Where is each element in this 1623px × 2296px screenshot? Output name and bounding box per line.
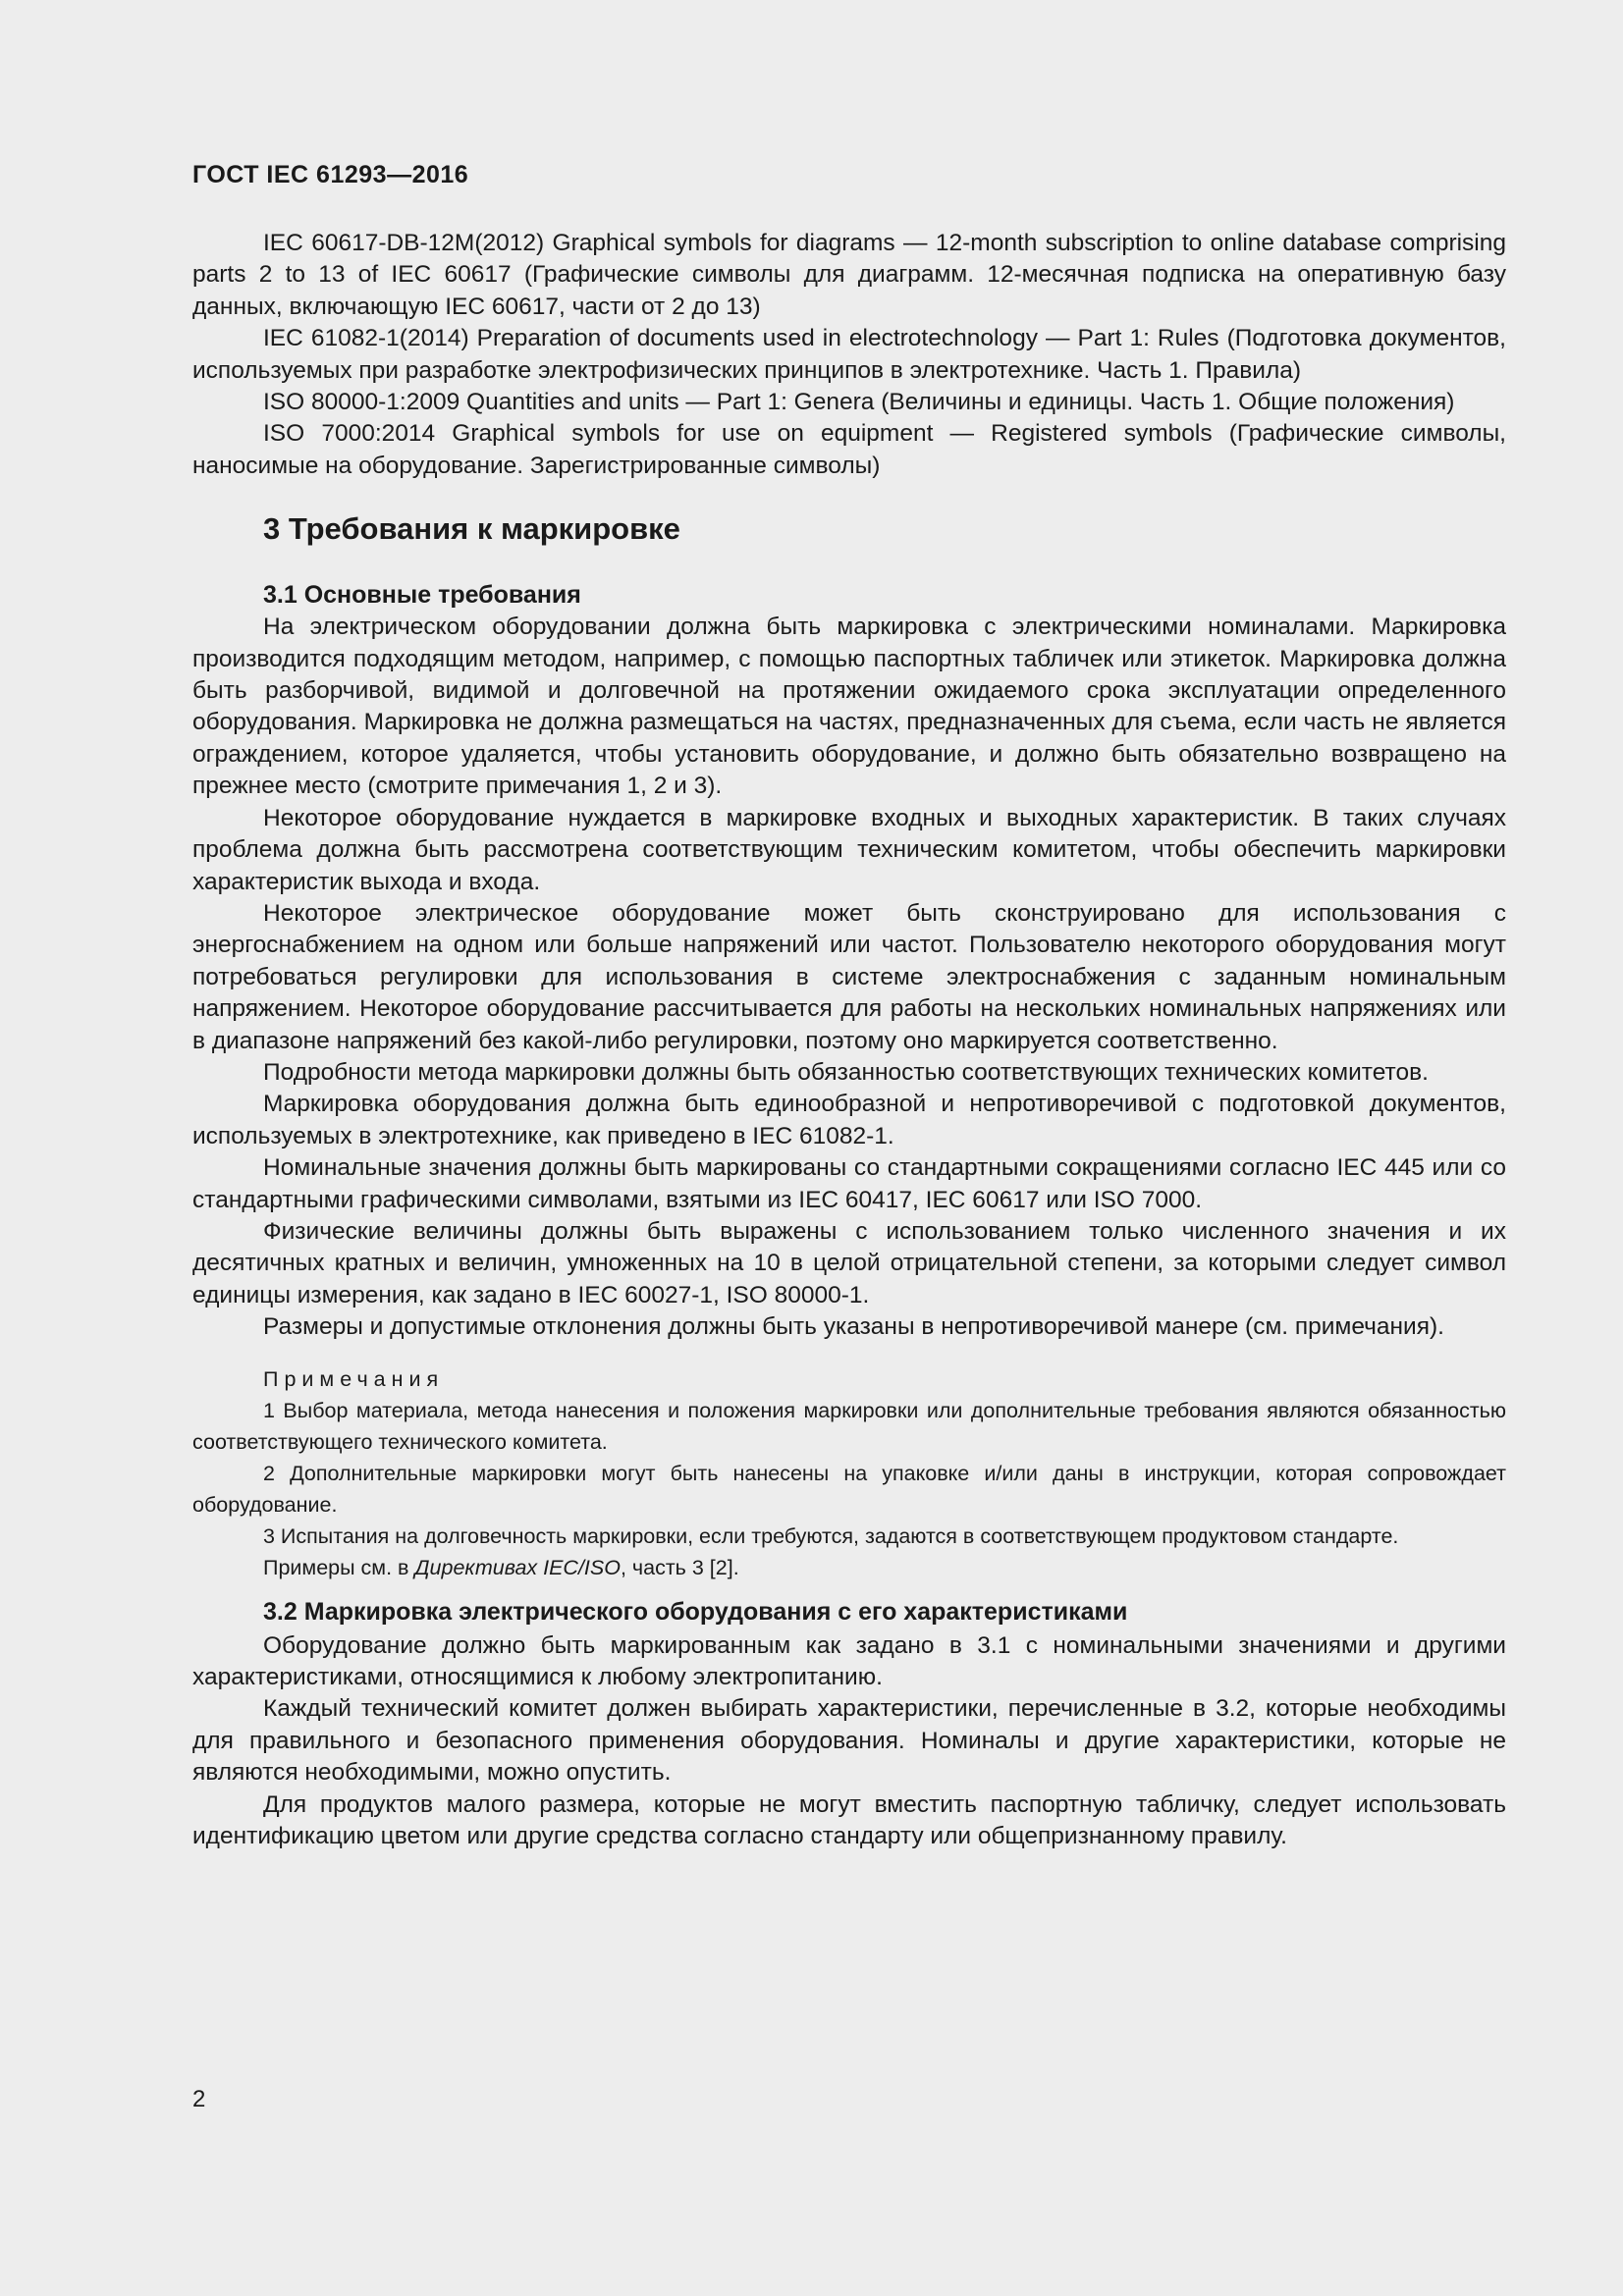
examples-italic: Директивах IEC/ISO: [414, 1555, 621, 1579]
notes-block: [192, 1363, 1506, 1583]
note-item: 3 Испытания на долговечность маркировки, если требуются, задаются в соответствующем продуктовом стандарте.: [263, 1523, 1399, 1548]
document-header: ГОСТ IEC 61293—2016: [192, 161, 469, 188]
paragraph: Физические величины должны быть выражены с использованием только численного значения и их десятичных кратных и величин, умноженных на 10 в целой отрицательной степени, за которыми следует символ единицы измерения, как задано в IEC 60027-1, ISO 80000-1.: [192, 1217, 1506, 1308]
paragraph: Каждый технический комитет должен выбирать характеристики, перечисленные в 3.2, которые необходимы для правильного и безопасного применения оборудования. Номиналы и другие характеристики, которые не являются необходимыми, можно опустить.: [192, 1695, 1506, 1787]
examples-note: [192, 1552, 1506, 1583]
paragraph: Размеры и допустимые отклонения должны быть указаны в непротиворечивой манере (см. примечания).: [263, 1313, 1444, 1341]
document-body: [192, 228, 1506, 1852]
reference-item: IEC 60617-DB-12M(2012) Graphical symbols for diagrams — 12-month subscription to online database comprising parts 2 to 13 of IEC 60617 (Графические символы для диаграмм. 12-месячная подписка на оперативную базу данных, включающую IEC 60617, части от 2 до 13): [192, 230, 1506, 320]
subsection-heading: 3.2 Маркировка электрического оборудования с его характеристиками: [263, 1597, 1128, 1626]
paragraph: Для продуктов малого размера, которые не могут вместить паспортную табличку, следует использовать идентификацию цветом или другие средства согласно стандарту или общепризнанному правилу.: [192, 1790, 1506, 1850]
paragraph: Номинальные значения должны быть маркированы со стандартными сокращениями согласно IEC 445 или со стандартными графическими символами, взятыми из IEC 60417, IEC 60617 или ISO 7000.: [192, 1154, 1506, 1213]
paragraph: Оборудование должно быть маркированным как задано в 3.1 с номинальными значениями и другими характеристиками, относящимися к любому электропитанию.: [192, 1631, 1506, 1690]
notes-title: Примечания: [263, 1366, 445, 1391]
note-item: 1 Выбор материала, метода нанесения и положения маркировки или дополнительные требования являются обязанностью соответствующего технического комитета.: [192, 1398, 1506, 1454]
note-item: 2 Дополнительные маркировки могут быть нанесены на упаковке и/или даны в инструкции, которая сопровождает оборудование.: [192, 1461, 1506, 1517]
reference-item: IEC 61082-1(2014) Preparation of documents used in electrotechnology — Part 1: Rules (Подготовка документов, используемых при разработке электрофизических принципов в электротехнике. Часть 1. Правила): [192, 325, 1506, 384]
paragraph: Подробности метода маркировки должны быть обязанностью соответствующих технических комитетов.: [263, 1058, 1429, 1086]
reference-item: ISO 80000-1:2009 Quantities and units — Part 1: Genera (Величины и единицы. Часть 1. Общие положения): [263, 389, 1455, 416]
examples-prefix: Примеры см. в: [263, 1555, 415, 1579]
paragraph: Некоторое электрическое оборудование может быть сконструировано для использования с энергоснабжением на одном или больше напряжений или частот. Пользователю некоторого оборудования могут потребоваться регулировки для использования в системе электроснабжения с заданным номинальным напряжением. Некоторое оборудование рассчитывается для работы на нескольких номинальных напряжениях или в диапазоне напряжений без какой-либо регулировки, поэтому оно маркируется соответственно.: [192, 899, 1506, 1054]
examples-suffix: , часть 3 [2].: [620, 1555, 739, 1579]
page-number: 2: [192, 2086, 206, 2112]
paragraph: Маркировка оборудования должна быть единообразной и непротиворечивой с подготовкой документов, используемых в электротехнике, как приведено в IEC 61082-1.: [192, 1091, 1506, 1149]
reference-item: ISO 7000:2014 Graphical symbols for use on equipment — Registered symbols (Графические символы, наносимые на оборудование. Зарегистрированные символы): [192, 420, 1506, 479]
paragraph: Некоторое оборудование нуждается в маркировке входных и выходных характеристик. В таких случаях проблема должна быть рассмотрена соответствующим техническим комитетом, чтобы обеспечить маркировки характеристик выхода и входа.: [192, 804, 1506, 895]
paragraph: На электрическом оборудовании должна быть маркировка с электрическими номиналами. Маркировка производится подходящим методом, например, с помощью паспортных табличек или этикеток. Маркировка должна быть разборчивой, видимой и долговечной на протяжении ожидаемого срока эксплуатации определенного оборудования. Маркировка не должна размещаться на частях, предназначенных для съема, если часть не является ограждением, которое удаляется, чтобы установить оборудование, и должно быть обязательно возвращено на прежнее место (смотрите примечания 1, 2 и 3).: [192, 614, 1506, 800]
section-heading: 3 Требования к маркировке: [263, 511, 680, 547]
subsection-heading: 3.1 Основные требования: [263, 581, 581, 610]
